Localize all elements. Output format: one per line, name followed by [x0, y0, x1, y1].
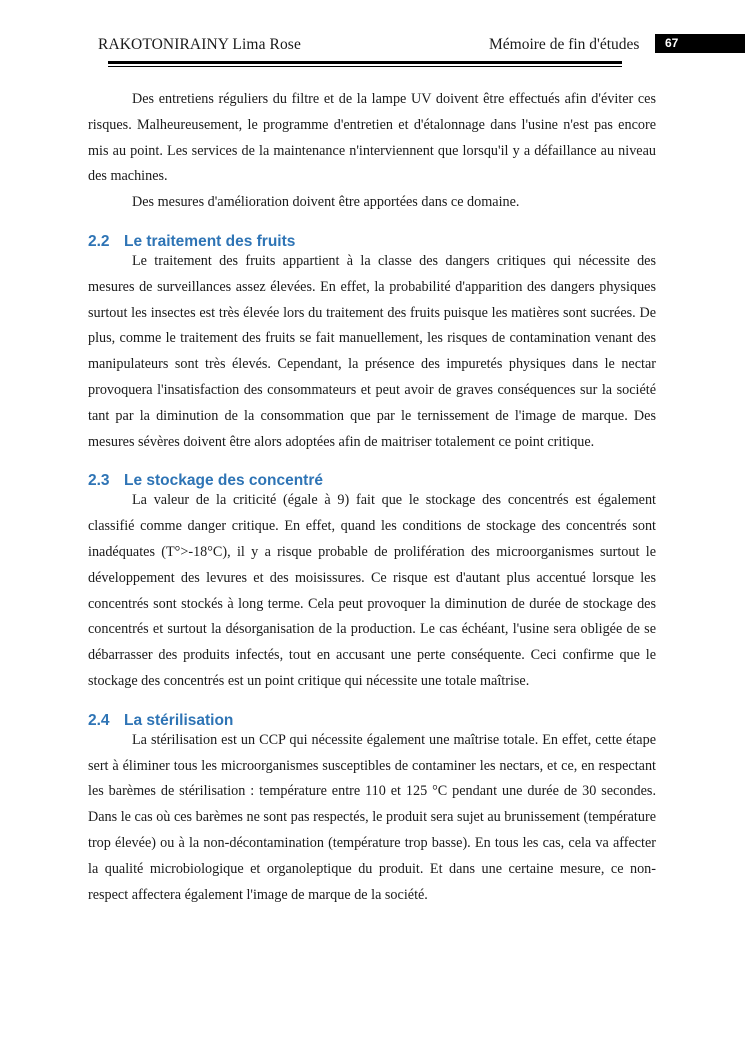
section-title: Le traitement des fruits — [124, 232, 296, 250]
intro-paragraph-1: Des entretiens réguliers du filtre et de la lampe UV doivent être effectués afin d'éviter ces risques. Malheureusement, le programme d'entretien et d'étalonnage dans l'usine n'est pas encore mis au point. Les services de la maintenance n'interviennent que lorsqu'il y a défaillance au niveau des machines. — [88, 91, 656, 185]
page-number-box — [655, 34, 745, 53]
section-paragraph-2-2: Le traitement des fruits appartient à la classe des dangers critiques qui nécessite des mesures de surveillances assez élevées. En effet, la probabilité d'apparition des dangers physiques surtout les insectes est très élevée lors du traitement des fruits puisque les matières sont sucrées. De plus, comme le traitement des fruits se fait manuellement, les risques de contamination venant des manipulateurs sont très élevés. Cependant, la présence des impuretés physiques dans le nectar provoquera l'insatisfaction des consommateurs et peut avoir de graves conséquences sur la société tant par la diminution de la consommation que par le ternissement de l'image de marque. Des mesures sévères doivent être alors adoptées afin de maitriser totalement ce point critique. — [88, 252, 656, 450]
intro-paragraph-2: Des mesures d'amélioration doivent être apportées dans ce domaine. — [132, 194, 520, 211]
header-author: RAKOTONIRAINY Lima Rose — [98, 36, 301, 53]
page-number: 67 — [665, 36, 679, 50]
section-number: 2.4 — [88, 711, 110, 729]
section-paragraph-2-3: La valeur de la criticité (égale à 9) fait que le stockage des concentrés est également classifié comme danger critique. En effet, quand les conditions de stockage des concentrés sont inadéquates (T°>-18°C), il y a risque probable de prolifération des microorganismes surtout le développement des levures et des moisissures. Ce risque est d'autant plus accentué lorsque les concentrés sont stockés à long terme. Cela peut provoquer la diminution de durée de stockage des concentrés et surtout la désorganisation de la production. Le cas échéant, l'usine sera obligée de se débarrasser des produits infectés, tout en accusant une perte conséquente. Ceci confirme que le stockage des concentrés est un point critique qui nécessite une totale maîtrise. — [88, 492, 656, 689]
header-rule-thin — [108, 66, 622, 67]
header-rule-thick — [108, 61, 622, 64]
section-number: 2.2 — [88, 232, 110, 250]
page-body — [88, 87, 656, 908]
section-paragraph-2-4: La stérilisation est un CCP qui nécessite également une maîtrise totale. En effet, cette étape sert à éliminer tous les microorganismes susceptibles de contaminer les nectars, et ce, en respectant les barèmes de stérilisation : température entre 110 et 125 °C pendant une durée de 30 secondes. Dans le cas où ces barèmes ne sont pas respectés, le produit sera sujet au brunissement (température trop élevée) ou à la non-décontamination (température trop basse). En tous les cas, cela va affecter la qualité microbiologique et organoleptique du produit. Et dans une certaine mesure, ce non-respect affectera également l'image de marque de la société. — [88, 731, 656, 903]
section-number: 2.3 — [88, 472, 110, 490]
section-title: La stérilisation — [124, 711, 234, 729]
header-document-title: Mémoire de fin d'études — [489, 36, 640, 53]
page-header — [0, 0, 745, 70]
section-title: Le stockage des concentré — [124, 472, 323, 490]
